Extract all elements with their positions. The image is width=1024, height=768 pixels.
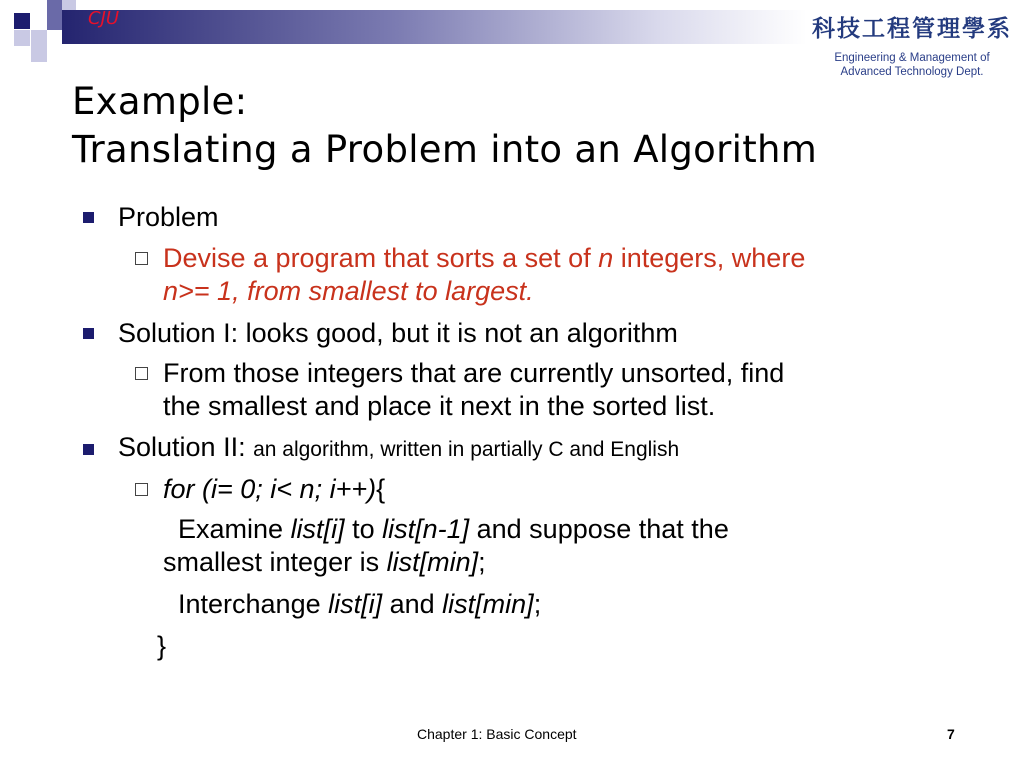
smallest-text: smallest integer is (163, 547, 387, 577)
examine-line1 (178, 513, 729, 545)
org-name: CJU (88, 8, 120, 29)
bullet-solution-2 (118, 431, 679, 466)
bullet-problem: Problem (118, 202, 219, 232)
list-min: list[min] (386, 547, 479, 577)
list-i-2: list[i] (328, 589, 383, 619)
logo-cjk-text: 科技工程管理學系 (812, 15, 1012, 42)
problem-desc-line1 (163, 242, 805, 274)
for-loop-code: for (i= 0; i< n; i++) (163, 474, 377, 504)
suppose-text: and suppose that the (469, 514, 729, 544)
problem-desc-line2 (163, 275, 534, 307)
hollow-box-bullet-icon (135, 483, 148, 496)
square-bullet-icon (83, 444, 94, 455)
semicolon-2: ; (533, 589, 542, 619)
list-i: list[i] (290, 514, 345, 544)
solution1-desc-line1: From those integers that are currently unsorted, find (163, 358, 785, 388)
problem-desc-n: n (598, 243, 614, 273)
hollow-box-bullet-icon (135, 367, 148, 380)
list-n-1: list[n-1] (382, 514, 470, 544)
bullet-solution-1: Solution I: looks good, but it is not an algorithm (118, 318, 678, 348)
square-bullet-icon (83, 328, 94, 339)
logo-en-line1: Engineering & Management of (834, 52, 990, 64)
square-bullet-icon (83, 212, 94, 223)
problem-desc-b: integers, where (613, 243, 806, 273)
interchange-line (178, 588, 541, 620)
interchange-text: Interchange (178, 589, 329, 619)
examine-line2 (163, 546, 486, 578)
problem-desc-a: Devise a program that sorts a set of (163, 243, 599, 273)
open-brace: { (376, 474, 386, 504)
title-line-2: Translating a Problem into an Algorithm (72, 128, 818, 171)
to-text: to (344, 514, 383, 544)
close-brace: } (157, 631, 167, 661)
footer-chapter: Chapter 1: Basic Concept (417, 726, 577, 742)
title-line-1: Example: (72, 80, 248, 123)
solution2-label-small: an algorithm, written in partially C and English (253, 438, 680, 461)
examine-text: Examine (178, 514, 291, 544)
solution2-label: Solution II: (118, 432, 254, 462)
problem-desc-c: n>= 1, from smallest to largest. (163, 276, 534, 306)
list-min-2: list[min] (442, 589, 534, 619)
and-text: and (382, 589, 443, 619)
hollow-box-bullet-icon (135, 252, 148, 265)
logo-en-line2: Advanced Technology Dept. (840, 66, 984, 78)
semicolon: ; (478, 547, 486, 577)
page-number: 7 (947, 726, 955, 742)
for-loop-line (163, 473, 385, 505)
solution1-desc-line2: the smallest and place it next in the sorted list. (163, 391, 716, 421)
